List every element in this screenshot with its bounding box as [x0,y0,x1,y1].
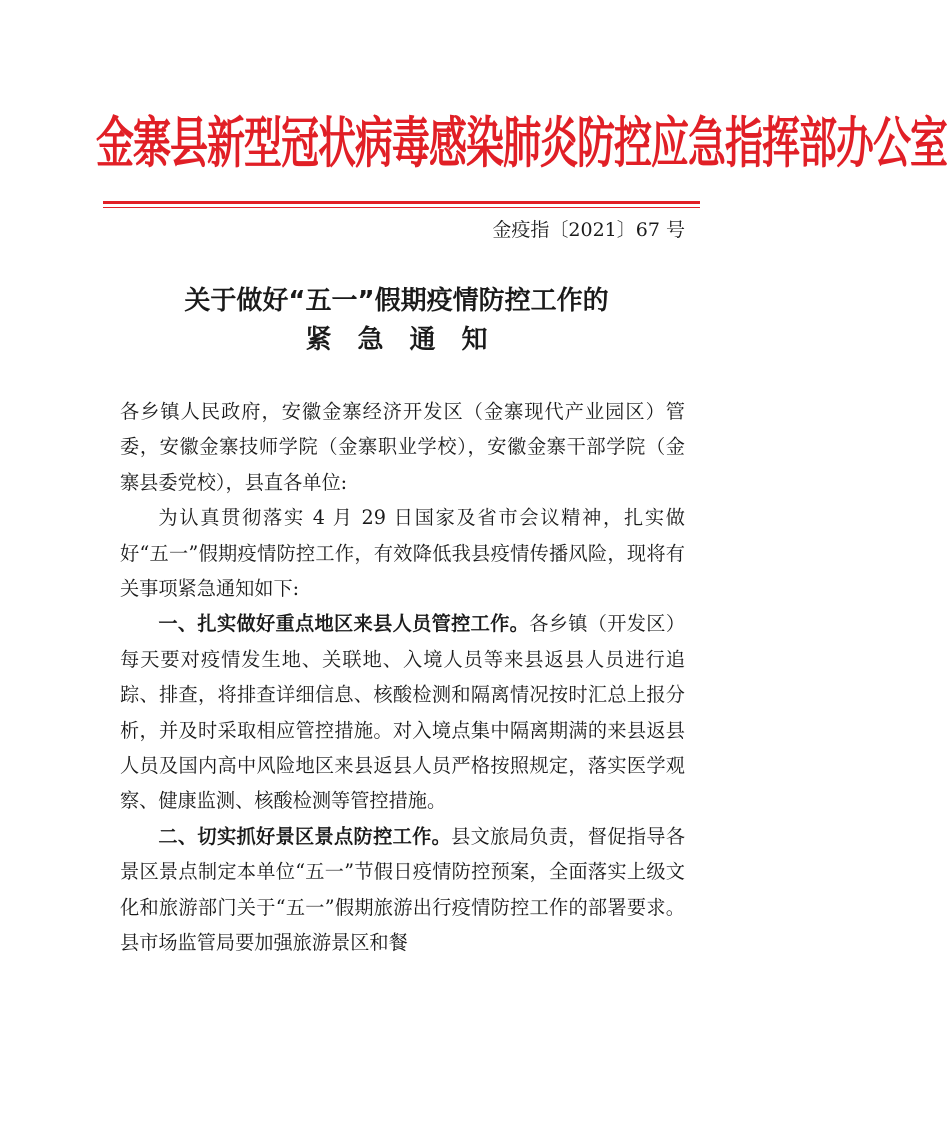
document-title-line-2: 紧急通知 [305,325,514,355]
salutation-paragraph: 各乡镇人民政府，安徽金寨经济开发区（金寨现代产业园区）管委，安徽金寨技师学院（金寨职业学校），安徽金寨干部学院（金寨县委党校），县直各单位: [120,400,685,494]
intro-paragraph: 为认真贯彻落实 4 月 29 日国家及省市会议精神，扎实做好“五一”假期疫情防控工作，有效降低我县疫情传播风险，现将有关事项紧急通知如下: [120,506,685,601]
document-title-line-1: 关于做好“五一”假期疫情防控工作的 [184,286,609,316]
section-1-text: 各乡镇（开发区）每天要对疫情发生地、关联地、入境人员等来县返县人员进行追踪、排查，将排查详细信息、核酸检测和隔离情况按时汇总上报分析，并及时采取相应管控措施。对入境点集中隔离期满的来县返县人员及国内高中风险地区来县返县人员严格按照规定，落实医学观察、健康监测、核酸检测等管控措施。 [120,612,686,813]
document-number: 金疫指〔2021〕67 号 [492,219,685,241]
section-2-paragraph [120,819,685,961]
section-2-text: 县文旅局负责，督促指导各景区景点制定本单位“五一”节假日疫情防控预案，全面落实上级文化和旅游部门关于“五一”假期旅游出行疫情防控工作的部署要求。县市场监管局要加强旅游景区和餐 [120,824,686,955]
header-divider-thin [103,207,700,208]
section-1-paragraph [120,606,685,818]
issuing-office-title: 金寨县新型冠状病毒感染肺炎防控应急指挥部办公室 [96,111,947,175]
document-body [120,394,685,961]
section-1-heading: 一、扎实做好重点地区来县人员管控工作。 [158,612,530,636]
section-2-heading: 二、切实抓好景区景点防控工作。 [158,824,452,848]
header-divider-thick [103,201,700,204]
